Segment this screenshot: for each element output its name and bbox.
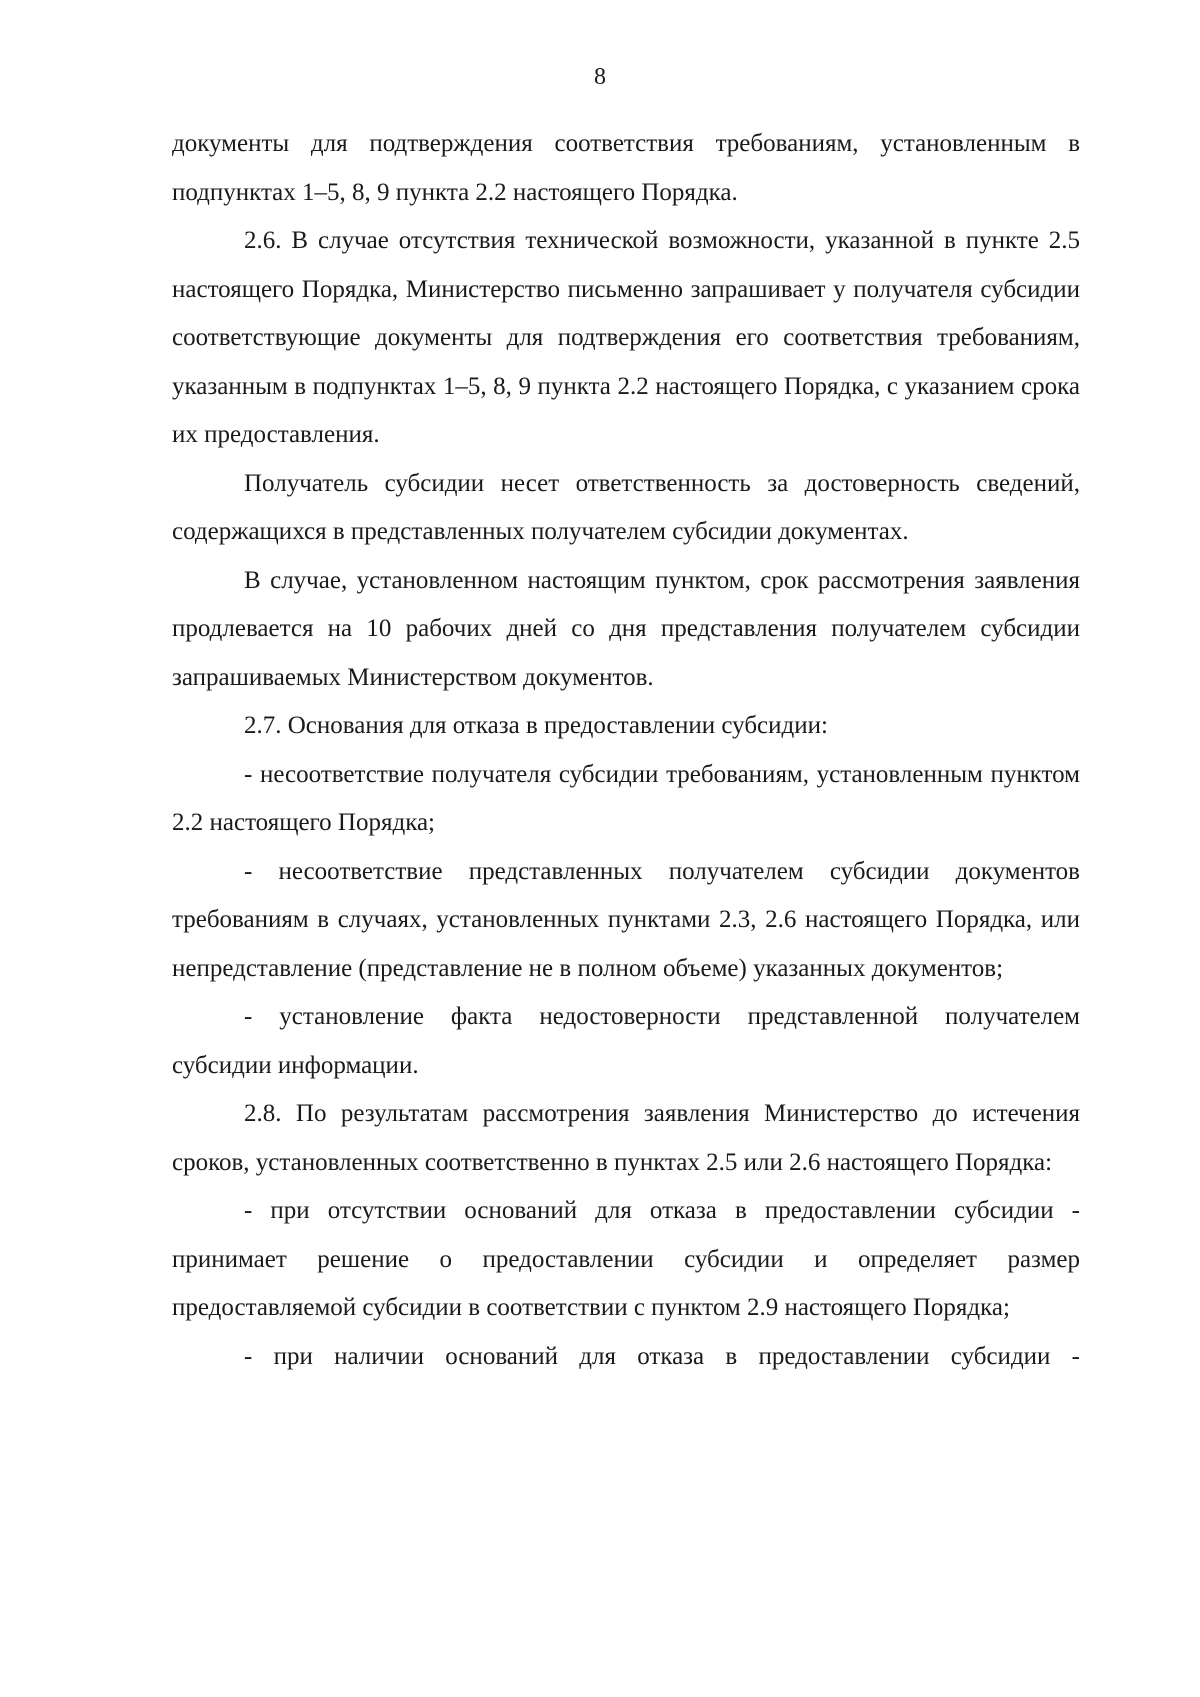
list-item-decision-1: - при отсутствии оснований для отказа в предоставлении субсидии - принимает решение о предоставлении субсидии и определяет размер предоставляемой субсидии в соответствии с пунктом 2.9 настоящего Порядка; xyxy=(172,1197,1080,1321)
list-item-refusal-3: - установление факта недостоверности представленной получателем субсидии информации. xyxy=(172,1003,1080,1079)
paragraph-2-6: 2.6. В случае отсутствия технической возможности, указанной в пункте 2.5 настоящего Порядка, Министерство письменно запрашивает у получателя субсидии соответствующие документы для подтверждения его соответствия требованиям, указанным в подпунктах 1–5, 8, 9 пункта 2.2 настоящего Порядка, с указанием срока их предоставления. xyxy=(172,227,1080,448)
list-item-refusal-1: - несоответствие получателя субсидии требованиям, установленным пунктом 2.2 настоящего Порядка; xyxy=(172,760,1080,836)
paragraph-continuation: документы для подтверждения соответствия требованиям, установленным в подпунктах 1–5, 8, 9 пункта 2.2 настоящего Порядка. xyxy=(172,130,1080,206)
document-body xyxy=(172,120,1080,1381)
list-item-refusal-2: - несоответствие представленных получателем субсидии документов требованиям в случаях, установленных пунктами 2.3, 2.6 настоящего Порядка, или непредставление (представление не в полном объеме) указанных документов; xyxy=(172,857,1080,982)
list-item-decision-2: - при наличии оснований для отказа в предоставлении субсидии - xyxy=(244,1342,1080,1370)
paragraph-term-extension: В случае, установленном настоящим пунктом, срок рассмотрения заявления продлевается на 10 рабочих дней со дня представления получателем субсидии запрашиваемых Министерством документов. xyxy=(172,566,1080,691)
page-number: 8 xyxy=(594,64,606,90)
paragraph-2-8: 2.8. По результатам рассмотрения заявления Министерство до истечения сроков, установленных соответственно в пунктах 2.5 или 2.6 настоящего Порядка: xyxy=(172,1100,1080,1176)
paragraph-responsibility: Получатель субсидии несет ответственность за достоверность сведений, содержащихся в представленных получателем субсидии документах. xyxy=(172,469,1080,545)
paragraph-2-7: 2.7. Основания для отказа в предоставлении субсидии: xyxy=(244,712,828,739)
